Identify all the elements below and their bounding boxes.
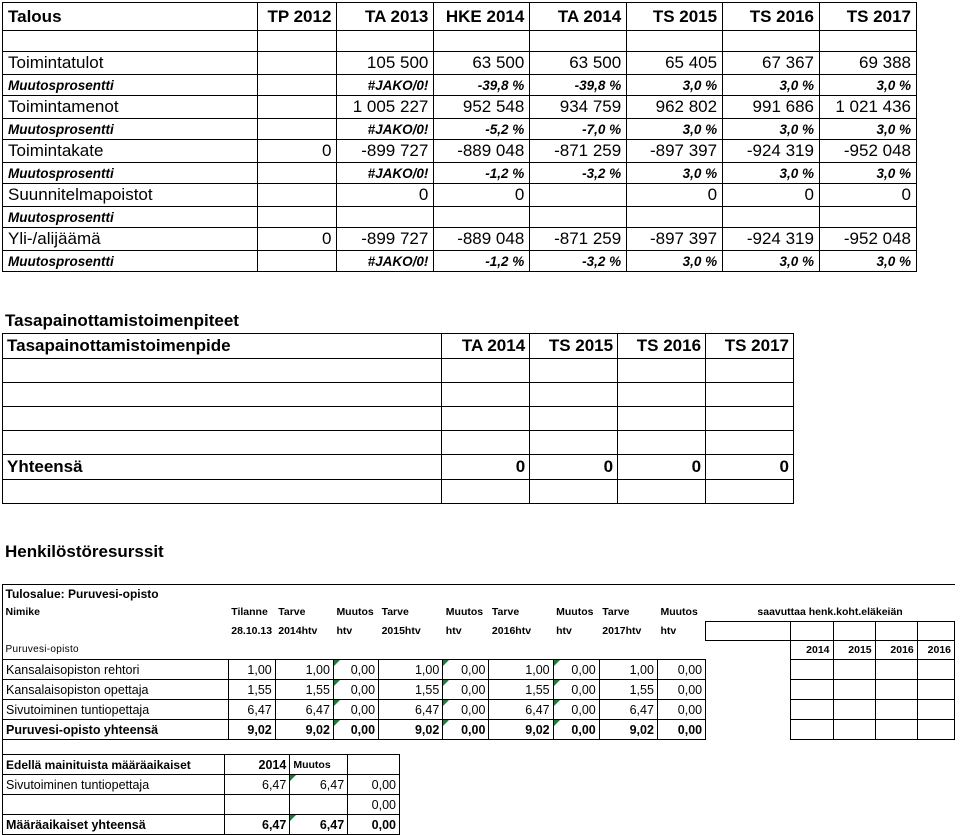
header-cell: Muutos (556, 606, 594, 619)
value-cell: 1,00 (275, 660, 333, 680)
value-cell: 3,0 % (627, 119, 723, 140)
value-cell: 0,00 (443, 720, 489, 740)
value-cell: 9,02 (228, 720, 275, 740)
value-cell (258, 163, 337, 184)
value-cell (290, 795, 348, 815)
row-label: Suunnitelmapoistot (3, 184, 258, 207)
header-cell: TS 2015 (530, 334, 618, 359)
value-cell: 0,00 (553, 700, 599, 720)
row-label: Muutosprosentti (3, 163, 258, 184)
value-cell: -1,2 % (434, 251, 530, 272)
header-cell (3, 622, 229, 641)
table-row (3, 96, 917, 119)
value-cell (258, 119, 337, 140)
header-cell: TS 2017 (706, 334, 794, 359)
value-cell: 0,00 (657, 680, 705, 700)
tasapaino-title: Tasapainottamistoimenpiteet (5, 311, 239, 330)
value-cell: 6,47 (290, 815, 348, 835)
value-cell: 0,00 (657, 720, 705, 740)
value-cell: 0,00 (553, 720, 599, 740)
row-label: Sivutoiminen tuntiopettaja (3, 700, 229, 720)
table-row (3, 359, 794, 383)
value-cell: 3,0 % (723, 75, 820, 96)
value-cell: 105 500 (337, 52, 434, 75)
header-cell: TS 2016 (618, 334, 706, 359)
value-cell (627, 207, 723, 228)
header-cell: Nimike (5, 606, 40, 619)
value-cell: -39,8 % (434, 75, 530, 96)
value-cell: 0,00 (443, 700, 489, 720)
talous-header-row (3, 3, 917, 31)
value-cell: -899 727 (337, 140, 434, 163)
henkilosto-body (3, 660, 955, 740)
value-cell: -3,2 % (530, 251, 627, 272)
value-cell: 9,02 (275, 720, 333, 740)
header-cell: Tasapainottamistoimenpide (3, 334, 442, 359)
total-value: 0 (530, 455, 618, 480)
year-cell: 2016 (875, 641, 917, 660)
header-cell: htv (660, 625, 677, 637)
value-cell: -924 319 (723, 228, 820, 251)
value-cell: 0 (819, 184, 916, 207)
value-cell: 0 (337, 184, 434, 207)
row-label: Muutosprosentti (3, 119, 258, 140)
table-row (3, 815, 400, 835)
henkilosto-title: Henkilöstöresurssit (5, 542, 164, 561)
header-cell: 2017htv (602, 625, 642, 637)
value-cell: 9,02 (379, 720, 443, 740)
header-cell: Talous (3, 3, 258, 31)
value-cell: #JAKO/0! (337, 251, 434, 272)
percent-row (3, 163, 917, 184)
tasapaino-total-row (3, 455, 794, 480)
value-cell: 63 500 (434, 52, 530, 75)
tasapaino-table (2, 333, 794, 504)
value-cell: 0 (258, 140, 337, 163)
header-cell: Edellä mainituista määräaikaiset (3, 755, 225, 775)
percent-row (3, 75, 917, 96)
value-cell: 0,00 (348, 795, 400, 815)
table-row (3, 184, 917, 207)
percent-row (3, 119, 917, 140)
henkilosto-header-row-1 (3, 603, 955, 622)
header-cell: htv (556, 625, 572, 637)
row-label: Kansalaisopiston opettaja (3, 680, 229, 700)
talous-blank-row (3, 31, 917, 52)
value-cell: 1,00 (599, 660, 657, 680)
header-cell: Muutos (445, 606, 484, 619)
row-label: Muutosprosentti (3, 75, 258, 96)
value-cell: -897 397 (627, 140, 723, 163)
value-cell: 65 405 (627, 52, 723, 75)
value-cell: 6,47 (224, 815, 290, 835)
value-cell: 0,00 (333, 680, 378, 700)
value-cell: 0,00 (657, 660, 705, 680)
value-cell: 6,47 (228, 700, 275, 720)
table-row (3, 795, 400, 815)
row-label: Toimintamenot (3, 96, 258, 119)
total-label: Yhteensä (3, 455, 442, 480)
value-cell: -7,0 % (530, 119, 627, 140)
table-row (3, 431, 794, 455)
value-cell: -871 259 (530, 228, 627, 251)
value-cell: -5,2 % (434, 119, 530, 140)
value-cell: 6,47 (224, 775, 290, 795)
value-cell (819, 207, 916, 228)
value-cell: 1,55 (275, 680, 333, 700)
value-cell: 3,0 % (819, 75, 916, 96)
value-cell: 0,00 (348, 775, 400, 795)
value-cell: -871 259 (530, 140, 627, 163)
value-cell: 0,00 (553, 660, 599, 680)
table-row (3, 407, 794, 431)
value-cell: 991 686 (723, 96, 820, 119)
value-cell (723, 207, 820, 228)
saavuttaa-label: saavuttaa henk.koht.eläkeiän (706, 603, 955, 622)
value-cell: 6,47 (379, 700, 443, 720)
value-cell: 1 005 227 (337, 96, 434, 119)
value-cell: 1 021 436 (819, 96, 916, 119)
header-cell: 2015htv (381, 625, 421, 637)
value-cell: 0,00 (553, 680, 599, 700)
value-cell: -952 048 (819, 228, 916, 251)
value-cell: 0,00 (333, 660, 378, 680)
value-cell: 3,0 % (627, 251, 723, 272)
table-row (3, 140, 917, 163)
row-label: Muutosprosentti (3, 251, 258, 272)
value-cell: 9,02 (599, 720, 657, 740)
value-cell: 1,55 (379, 680, 443, 700)
value-cell (258, 184, 337, 207)
year-cell: 2014 (791, 641, 833, 660)
value-cell (530, 184, 627, 207)
value-cell: -952 048 (819, 140, 916, 163)
value-cell: 0,00 (657, 700, 705, 720)
row-label: Toimintatulot (3, 52, 258, 75)
header-cell: Muutos (290, 755, 348, 775)
header-cell: Tarve (602, 606, 630, 619)
value-cell: 63 500 (530, 52, 627, 75)
value-cell: 1,55 (489, 680, 553, 700)
value-cell: 3,0 % (723, 119, 820, 140)
value-cell: 1,00 (228, 660, 275, 680)
table-row (3, 775, 400, 795)
value-cell: -924 319 (723, 140, 820, 163)
value-cell (258, 207, 337, 228)
table-row (3, 383, 794, 407)
header-cell: TS 2016 (723, 3, 820, 31)
value-cell: 3,0 % (819, 119, 916, 140)
header-cell: Muutos (660, 606, 698, 619)
value-cell (258, 251, 337, 272)
header-cell: 28.10.13 (231, 625, 273, 637)
tasapaino-header-row (3, 334, 794, 359)
value-cell (530, 207, 627, 228)
row-label: Sivutoiminen tuntiopettaja (3, 775, 225, 795)
value-cell (258, 96, 337, 119)
value-cell: 1,55 (228, 680, 275, 700)
value-cell: 3,0 % (627, 163, 723, 184)
value-cell (337, 207, 434, 228)
value-cell: 0 (258, 228, 337, 251)
header-cell: TA 2013 (337, 3, 434, 31)
header-cell: 2014 (224, 755, 290, 775)
value-cell: 0,00 (333, 700, 378, 720)
value-cell: #JAKO/0! (337, 163, 434, 184)
value-cell: #JAKO/0! (337, 75, 434, 96)
value-cell: 6,47 (489, 700, 553, 720)
tulosalue-row (3, 585, 955, 603)
header-cell: 2016htv (491, 625, 532, 637)
henkilosto-table (2, 585, 955, 740)
value-cell (434, 207, 530, 228)
value-cell: #JAKO/0! (337, 119, 434, 140)
value-cell: 3,0 % (819, 251, 916, 272)
header-cell: Tilanne (231, 606, 268, 619)
value-cell: 3,0 % (819, 163, 916, 184)
value-cell (224, 795, 290, 815)
row-label: Puruvesi-opisto yhteensä (3, 720, 229, 740)
value-cell: 1,00 (379, 660, 443, 680)
year-cell: 2015 (833, 641, 875, 660)
header-cell: htv (336, 625, 353, 637)
header-cell: Tarve (491, 606, 520, 619)
table-row (3, 228, 917, 251)
header-cell: TS 2017 (819, 3, 916, 31)
value-cell: 0,00 (348, 815, 400, 835)
value-cell: 1,00 (489, 660, 553, 680)
value-cell: -889 048 (434, 228, 530, 251)
value-cell: 0 (627, 184, 723, 207)
row-label: Kansalaisopiston rehtori (3, 660, 229, 680)
talous-body (3, 52, 917, 272)
value-cell: -899 727 (337, 228, 434, 251)
header-cell: HKE 2014 (434, 3, 530, 31)
talous-table (2, 2, 917, 272)
total-value: 0 (618, 455, 706, 480)
row-label: Muutosprosentti (3, 207, 258, 228)
value-cell: 0,00 (333, 720, 378, 740)
header-cell: Tarve (278, 606, 306, 619)
value-cell: 0,00 (443, 680, 489, 700)
value-cell: 6,47 (599, 700, 657, 720)
maaraaikaiset-table (2, 754, 400, 835)
value-cell: 9,02 (489, 720, 553, 740)
total-value: 0 (442, 455, 530, 480)
value-cell: 0,00 (443, 660, 489, 680)
value-cell (258, 52, 337, 75)
header-cell: Muutos (336, 606, 374, 619)
table-row (3, 660, 955, 680)
row-label: Määräaikaiset yhteensä (3, 815, 225, 835)
row-label: Toimintakate (3, 140, 258, 163)
header-cell: 2014htv (278, 625, 318, 637)
header-cell: TP 2012 (258, 3, 337, 31)
value-cell: -889 048 (434, 140, 530, 163)
value-cell: 0 (434, 184, 530, 207)
value-cell: -3,2 % (530, 163, 627, 184)
table-row (3, 720, 955, 740)
value-cell: 3,0 % (723, 163, 820, 184)
value-cell: 3,0 % (723, 251, 820, 272)
value-cell: -897 397 (627, 228, 723, 251)
header-cell: TS 2015 (627, 3, 723, 31)
table-row (3, 480, 794, 504)
year-cell: 2016 (917, 641, 954, 660)
percent-row (3, 207, 917, 228)
value-cell: 952 548 (434, 96, 530, 119)
value-cell: 6,47 (290, 775, 348, 795)
value-cell (258, 75, 337, 96)
header-cell: Tarve (381, 606, 409, 619)
value-cell: 0 (723, 184, 820, 207)
row-label: Yli-/alijäämä (3, 228, 258, 251)
value-cell: -39,8 % (530, 75, 627, 96)
table-row (3, 52, 917, 75)
total-value: 0 (706, 455, 794, 480)
value-cell: 934 759 (530, 96, 627, 119)
value-cell: 962 802 (627, 96, 723, 119)
value-cell: 1,55 (599, 680, 657, 700)
header-cell: htv (445, 625, 462, 637)
value-cell: 3,0 % (627, 75, 723, 96)
table-row (3, 700, 955, 720)
maaraaikaiset-body (3, 775, 400, 835)
value-cell: 67 367 (723, 52, 820, 75)
value-cell: -1,2 % (434, 163, 530, 184)
henkilosto-header-row-2 (3, 622, 955, 641)
header-cell: TA 2014 (530, 3, 627, 31)
tulosalue-label: Tulosalue: Puruvesi-opisto (5, 587, 159, 601)
group-row (3, 641, 955, 660)
group-label: Puruvesi-opisto (5, 644, 79, 656)
row-label (3, 795, 225, 815)
header-cell: TA 2014 (442, 334, 530, 359)
value-cell: 69 388 (819, 52, 916, 75)
percent-row (3, 251, 917, 272)
table-row (3, 680, 955, 700)
value-cell: 6,47 (275, 700, 333, 720)
maaraaikaiset-header-row (3, 755, 400, 775)
